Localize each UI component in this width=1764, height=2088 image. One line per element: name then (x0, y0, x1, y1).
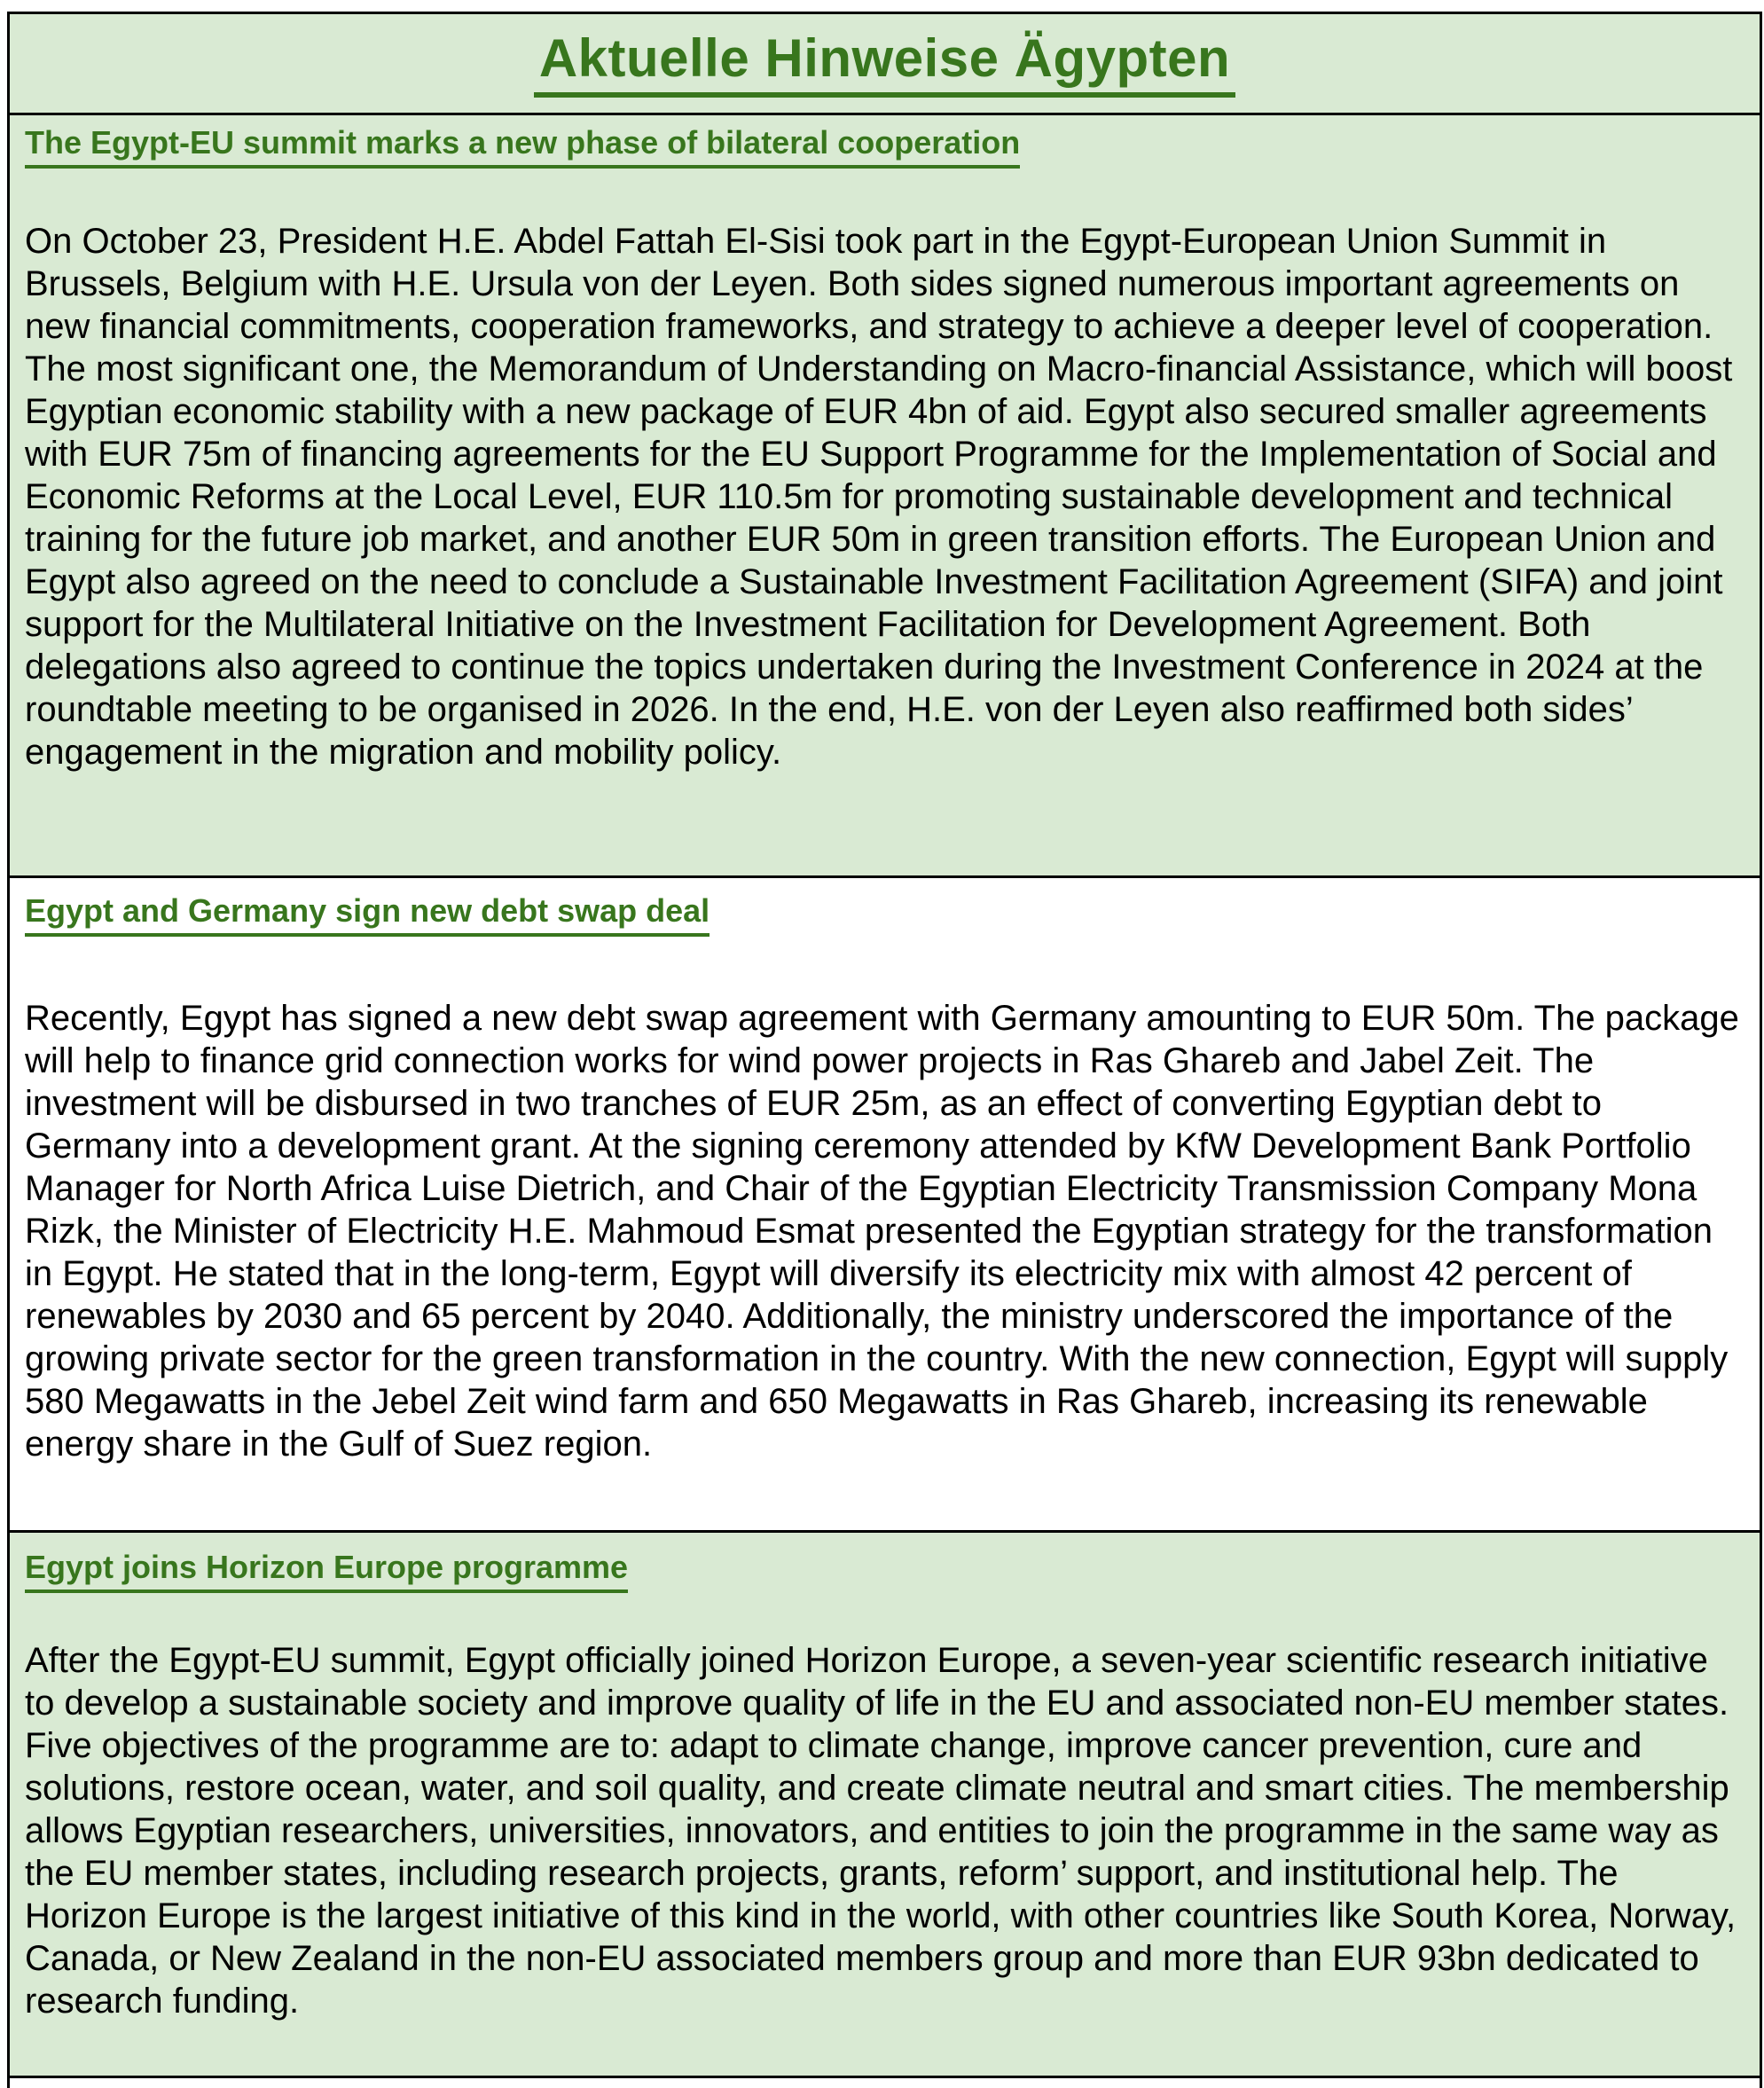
section-heading (25, 115, 1744, 165)
section-heading-text: Egypt and Germany sign new debt swap deal (25, 892, 710, 937)
section-debt-swap-deal (10, 878, 1760, 1533)
section-heading (25, 878, 1744, 933)
section-body: After the Egypt-EU summit, Egypt officially joined Horizon Europe, a seven-year scientific research initiative to develop a sustainable society and improve quality of life in the EU and associated non-EU member states. Five objectives of the programme are to: adapt to climate change, improve cancer prevention, cure and solutions, restore ocean, water, and soil quality, and create climate neutral and smart cities. The membership allows Egyptian researchers, universities, innovators, and entities to join the programme in the same way as the EU member states, including research projects, grants, reform’ support, and institutional help. The Horizon Europe is the largest initiative of this kind in the world, with other countries like South Korea, Norway, Canada, or New Zealand in the non-EU associated members group and more than EUR 93bn dedicated to research funding. (25, 1641, 1737, 2021)
section-body: On October 23, President H.E. Abdel Fattah El-Sisi took part in the Egypt-European Union Summit in Brussels, Belgium with H.E. Ursula von der Leyen. Both sides signed numerous important agreements on new financial commitments, cooperation frameworks, and strategy to achieve a deeper level of cooperation. The most significant one, the Memorandum of Understanding on Macro-financial Assistance, which will boost Egyptian economic stability with a new package of EUR 4bn of aid. Egypt also secured smaller agreements with EUR 75m of financing agreements for the EU Support Programme for the Implementation of Social and Economic Reforms at the Local Level, EUR 110.5m for promoting sustainable development and technical training for the future job market, and another EUR 50m in green transition efforts. The European Union and Egypt also agreed on the need to conclude a Sustainable Investment Facilitation Agreement (SIFA) and joint support for the Multilateral Initiative on the Investment Facilitation for Development Agreement. Both delegations also agreed to continue the topics undertaken during the Investment Conference in 2024 at the roundtable meeting to be organised in 2026. In the end, H.E. von der Leyen also reaffirmed both sides’ engagement in the migration and mobility policy. (25, 222, 1733, 772)
section-heading-text: The Egypt-EU summit marks a new phase of bilateral cooperation (25, 124, 1020, 169)
document-frame (7, 12, 1762, 2088)
title-row (10, 14, 1760, 115)
section-heading (25, 1533, 1744, 1590)
page-title: Aktuelle Hinweise Ägypten (534, 30, 1235, 98)
section-egypt-eu-summit (10, 115, 1760, 878)
section-body: Recently, Egypt has signed a new debt swap agreement with Germany amounting to EUR 50m. The package will help to finance grid connection works for wind power projects in Ras Ghareb and Jabel Zeit. The investment will be disbursed in two tranches of EUR 25m, as an effect of converting Egyptian debt to Germany into a development grant. At the signing ceremony attended by KfW Development Bank Portfolio Manager for North Africa Luise Dietrich, and Chair of the Egyptian Electricity Transmission Company Mona Rizk, the Minister of Electricity H.E. Mahmoud Esmat presented the Egyptian strategy for the transformation in Egypt. He stated that in the long-term, Egypt will diversify its electricity mix with almost 42 percent of renewables by 2030 and 65 percent by 2040. Additionally, the ministry underscored the importance of the growing private sector for the green transformation in the country. With the new connection, Egypt will supply 580 Megawatts in the Jebel Zeit wind farm and 650 Megawatts in Ras Ghareb, increasing its renewable energy share in the Gulf of Suez region. (25, 999, 1739, 1464)
truncated-next-section (10, 2078, 1760, 2088)
section-heading-text: Egypt joins Horizon Europe programme (25, 1549, 628, 1593)
section-horizon-europe (10, 1533, 1760, 2078)
